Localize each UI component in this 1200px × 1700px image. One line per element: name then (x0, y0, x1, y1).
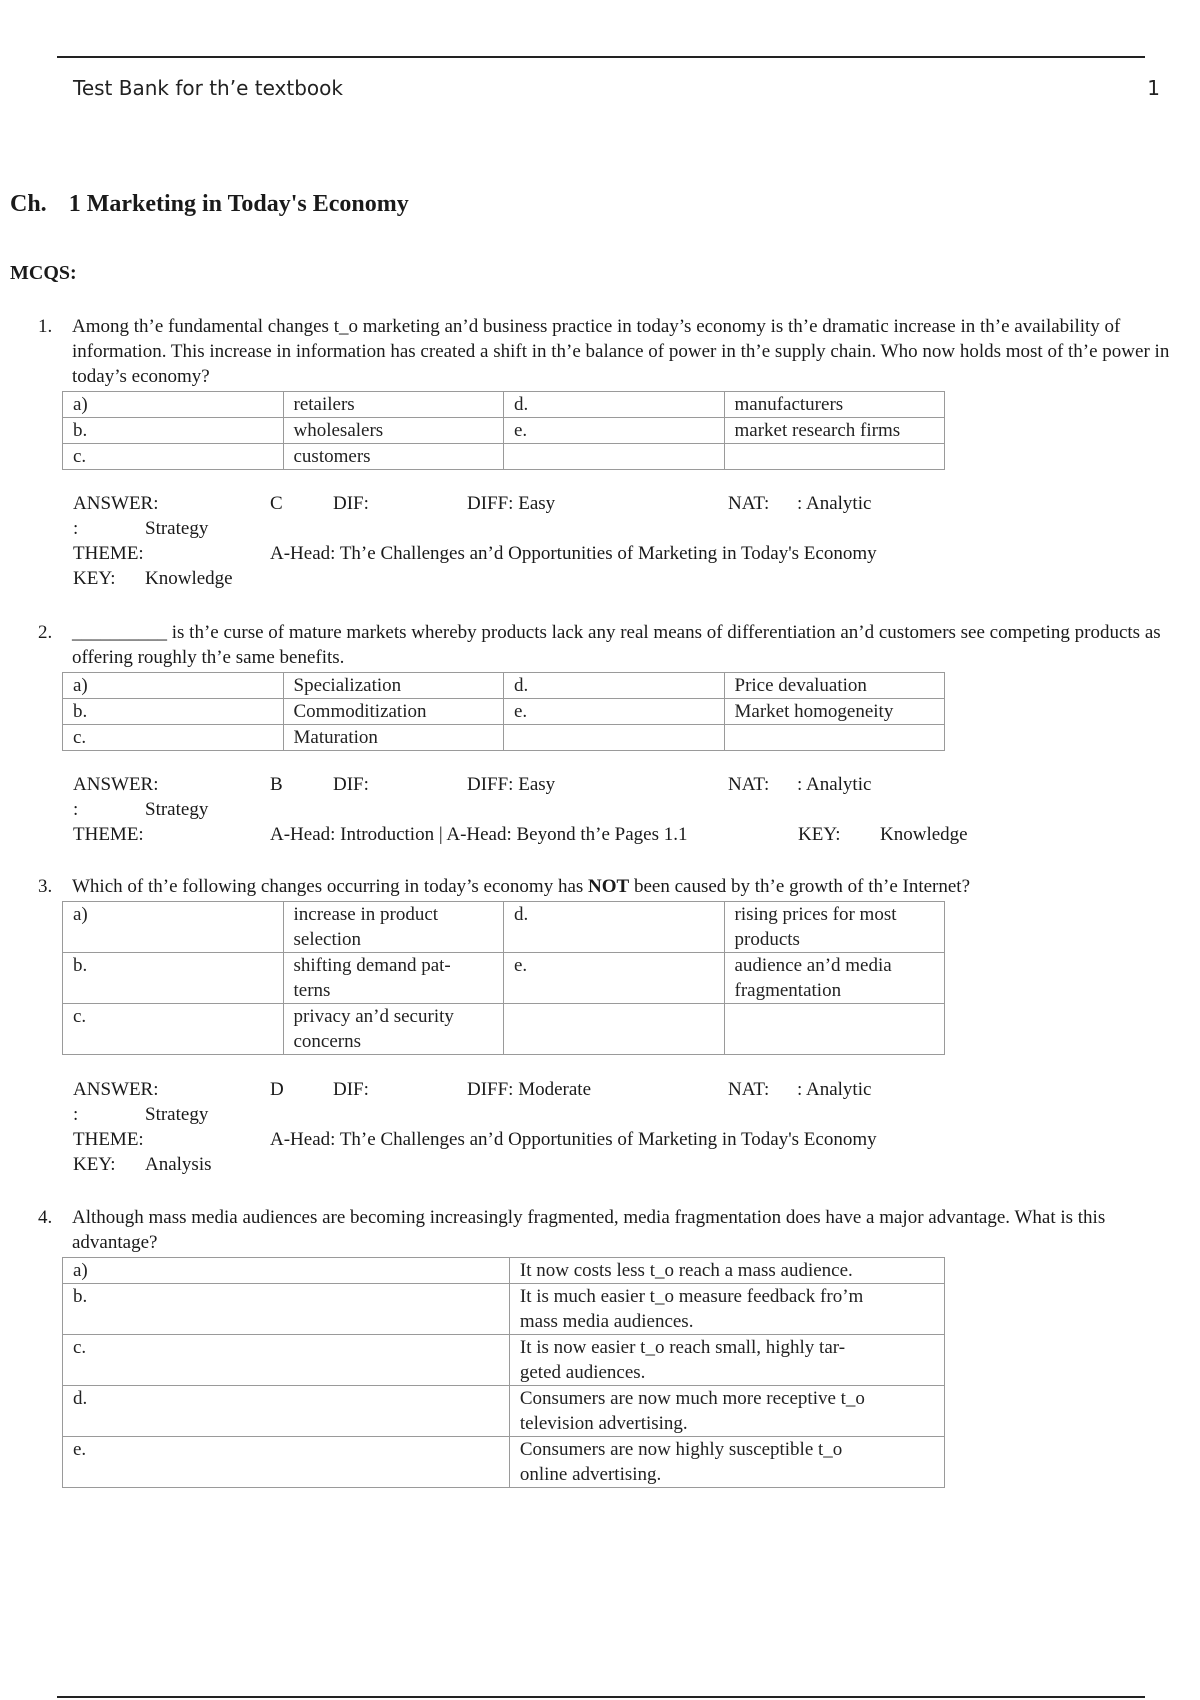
table-row (63, 902, 945, 953)
theme-value: A-Head: Th’e Challenges an’d Opportunities of Marketing in Today's Economy (270, 543, 877, 564)
option-label: c. (63, 1004, 284, 1055)
option-line: online advertising. (519, 1464, 662, 1485)
option-line: shifting demand pat- (293, 955, 451, 976)
footer-rule (57, 1696, 1145, 1698)
theme-label: THEME: (73, 824, 144, 845)
question-body: is th’e curse of mature markets whereby products lack any real means of differentiation an’d customers see competing products as offering roughly th’e same benefits. (72, 622, 1161, 668)
theme-value: A-Head: Introduction | A-Head: Beyond th’e Pages 1.1 (270, 824, 688, 845)
option-label: c. (63, 444, 284, 470)
strategy-value: Strategy (145, 799, 209, 820)
option-text (724, 953, 945, 1004)
section-heading: MCQS: (10, 262, 77, 284)
option-label: b. (63, 418, 284, 444)
option-label: a) (63, 1258, 510, 1284)
option-text: retailers (283, 392, 504, 418)
table-row (63, 1284, 945, 1335)
option-text (724, 1004, 945, 1055)
answer-label: ANSWER: (73, 493, 159, 514)
chapter-prefix: Ch. (10, 191, 47, 217)
option-label: d. (504, 392, 725, 418)
option-label: a) (63, 392, 284, 418)
question-number: 1. (38, 316, 53, 337)
option-line: rising prices for most (734, 904, 897, 925)
question-text: Among th’e fundamental changes t_o marketing an’d business practice in today’s economy is th’e dramatic increase in th’e availability of information. This increase in information has created a shift in th’e balance of power in th’e supply chain. Who now holds most of th’e power in today’s economy? (72, 316, 1170, 387)
option-text (509, 1284, 944, 1335)
table-row (63, 953, 945, 1004)
option-label: b. (63, 699, 284, 725)
option-line: geted audiences. (519, 1362, 646, 1383)
option-line: It is much easier t_o measure feedback fro’m (519, 1286, 864, 1307)
nat-value: : Analytic (797, 493, 872, 514)
table-row (63, 1335, 945, 1386)
option-label: a) (63, 673, 284, 699)
option-line: concerns (293, 1031, 362, 1052)
nat-label: NAT: (728, 493, 770, 514)
option-label (504, 444, 725, 470)
option-line: It now costs less t_o reach a mass audience. (519, 1260, 853, 1281)
question-number: 4. (38, 1207, 53, 1228)
chapter-title: 1 Marketing in Today's Economy (68, 191, 409, 217)
header-title: Test Bank for th’e textbook (73, 76, 343, 100)
options-table-4 (62, 1257, 945, 1488)
option-line: products (734, 929, 800, 950)
blank-line: __________ (72, 622, 167, 643)
nat-label: NAT: (728, 1079, 770, 1100)
answer-value: D (270, 1079, 284, 1100)
option-label: a) (63, 902, 284, 953)
option-text: Price devaluation (724, 673, 945, 699)
strategy-value: Strategy (145, 1104, 209, 1125)
option-text (724, 725, 945, 751)
nat-value: : Analytic (797, 774, 872, 795)
dif-label: DIF: (333, 493, 369, 514)
question-text (72, 620, 1172, 670)
option-text (283, 953, 504, 1004)
table-row (63, 1386, 945, 1437)
option-text (724, 902, 945, 953)
table-row (63, 392, 945, 418)
option-label: e. (63, 1437, 510, 1488)
option-line: privacy an’d security (293, 1006, 454, 1027)
option-text (509, 1437, 944, 1488)
strategy-colon: : (73, 518, 79, 539)
table-row (63, 725, 945, 751)
dif-label: DIF: (333, 774, 369, 795)
key-label: KEY: (73, 1154, 116, 1175)
option-text: Maturation (283, 725, 504, 751)
option-text (724, 444, 945, 470)
theme-label: THEME: (73, 543, 144, 564)
table-row (63, 1004, 945, 1055)
option-label: e. (504, 418, 725, 444)
key-label: KEY: (798, 824, 841, 845)
option-label (504, 1004, 725, 1055)
table-row (63, 673, 945, 699)
theme-label: THEME: (73, 1129, 144, 1150)
option-label: b. (63, 953, 284, 1004)
option-text: manufacturers (724, 392, 945, 418)
page-number: 1 (1147, 76, 1160, 100)
options-table-3 (62, 901, 945, 1055)
nat-label: NAT: (728, 774, 770, 795)
strategy-value: Strategy (145, 518, 209, 539)
option-label (504, 725, 725, 751)
options-table-1 (62, 391, 945, 470)
option-text: Specialization (283, 673, 504, 699)
options-table-2 (62, 672, 945, 751)
header-rule (57, 56, 1145, 58)
option-label: c. (63, 1335, 510, 1386)
question-text: Although mass media audiences are becoming increasingly fragmented, media fragmentation does have a major advantage. What is this advantage? (72, 1207, 1106, 1253)
answer-value: B (270, 774, 283, 795)
option-text: customers (283, 444, 504, 470)
difficulty: DIFF: Moderate (467, 1079, 592, 1100)
answer-label: ANSWER: (73, 774, 159, 795)
table-row (63, 1258, 945, 1284)
key-value: Knowledge (880, 824, 968, 845)
option-label: e. (504, 953, 725, 1004)
question-number: 2. (38, 622, 53, 643)
option-label: d. (504, 673, 725, 699)
option-line: It is now easier t_o reach small, highly tar- (519, 1337, 846, 1358)
option-text: wholesalers (283, 418, 504, 444)
question-text (72, 874, 1172, 899)
option-text: Commoditization (283, 699, 504, 725)
question-number: 3. (38, 876, 53, 897)
table-row (63, 418, 945, 444)
question-body: Which of th’e following changes occurring in today’s economy has (72, 876, 589, 897)
option-line: Consumers are now highly susceptible t_o (519, 1439, 843, 1460)
table-row (63, 699, 945, 725)
nat-value: : Analytic (797, 1079, 872, 1100)
strategy-colon: : (73, 799, 79, 820)
option-text (283, 1004, 504, 1055)
option-line: Consumers are now much more receptive t_o (519, 1388, 865, 1409)
option-text: Market homogeneity (724, 699, 945, 725)
table-row (63, 444, 945, 470)
option-line: selection (293, 929, 362, 950)
dif-label: DIF: (333, 1079, 369, 1100)
option-text (509, 1386, 944, 1437)
option-label: b. (63, 1284, 510, 1335)
answer-value: C (270, 493, 283, 514)
option-text (283, 902, 504, 953)
table-row (63, 1437, 945, 1488)
option-label: d. (504, 902, 725, 953)
answer-label: ANSWER: (73, 1079, 159, 1100)
option-text (509, 1258, 944, 1284)
option-text (509, 1335, 944, 1386)
option-line: audience an’d media (734, 955, 892, 976)
key-label: KEY: (73, 568, 116, 589)
difficulty: DIFF: Easy (467, 774, 556, 795)
key-value: Analysis (145, 1154, 212, 1175)
key-value: Knowledge (145, 568, 233, 589)
question-emphasis: NOT (588, 876, 630, 897)
chapter-heading (10, 191, 409, 218)
option-line: television advertising. (519, 1413, 688, 1434)
option-line: increase in product (293, 904, 439, 925)
option-label: c. (63, 725, 284, 751)
option-line: terns (293, 980, 331, 1001)
theme-value: A-Head: Th’e Challenges an’d Opportunities of Marketing in Today's Economy (270, 1129, 877, 1150)
strategy-colon: : (73, 1104, 79, 1125)
option-label: e. (504, 699, 725, 725)
option-label: d. (63, 1386, 510, 1437)
difficulty: DIFF: Easy (467, 493, 556, 514)
option-text: market research firms (724, 418, 945, 444)
option-line: fragmentation (734, 980, 842, 1001)
option-line: mass media audiences. (519, 1311, 694, 1332)
question-body-end: been caused by th’e growth of th’e Internet? (629, 876, 971, 897)
